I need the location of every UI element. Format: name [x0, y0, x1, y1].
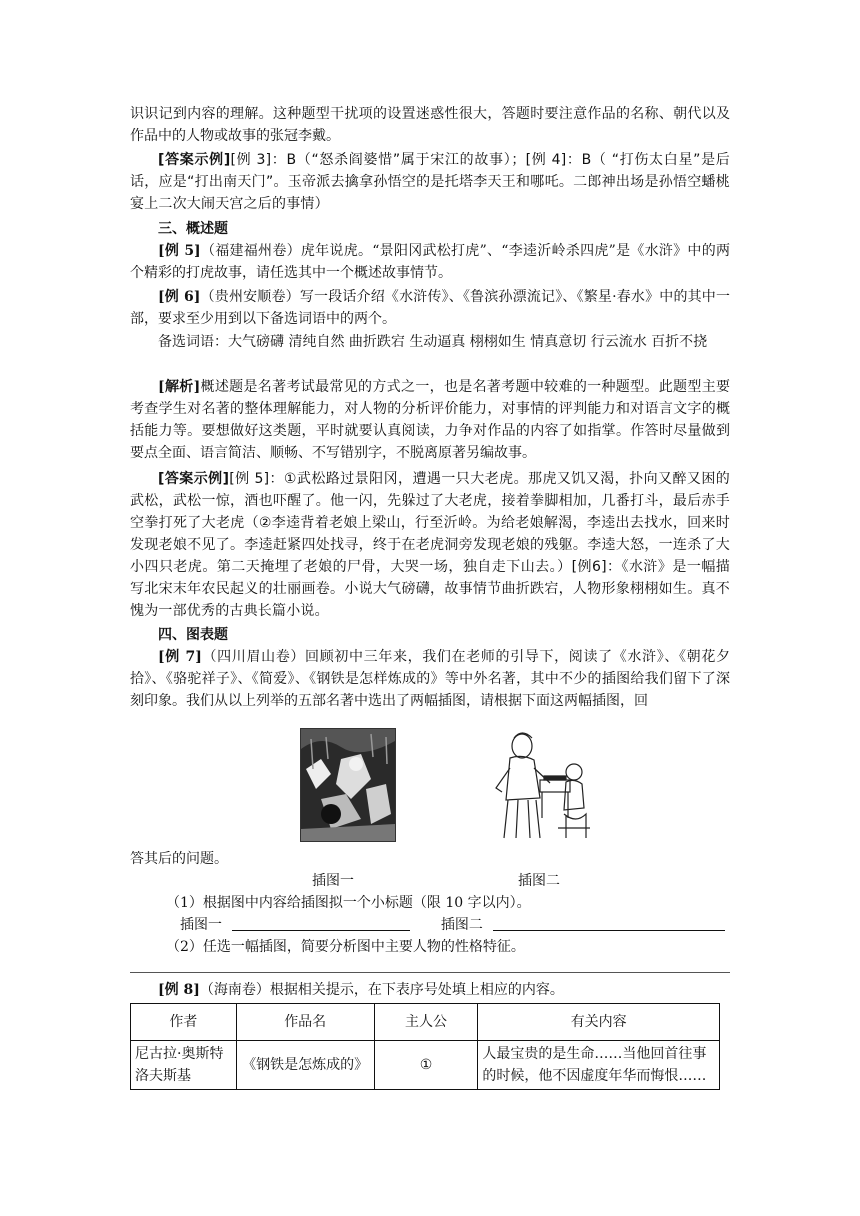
analysis-text: 概述题是名著考试最常见的方式之一，也是名著考题中较难的一种题型。此题型主要考查学生对名著的整体理解能力，对人物的分析评价能力，对事情的评判能力和对语言文字的概括能力等。要想做好这类题，平时就要认真阅读，力争对作品的内容了如指掌。作答时尽量做到要点全面、语言简洁、顺畅、不写错别字，不脱离原著另编故事。 — [130, 379, 731, 461]
answer-tag: [答案示例] — [158, 152, 231, 168]
answer-example-2 — [130, 468, 730, 622]
answer-label-two: 插图二 — [440, 917, 483, 933]
table-header-cell: 作者 — [131, 1004, 237, 1041]
example-8 — [158, 979, 730, 1001]
answer-text: [例 5]：①武松路过景阳冈，遭遇一只大老虎。那虎又饥又渴，扑向又醉又困的武松，武松一惊，酒也吓醒了。他一闪，先躲过了大老虎，接着拳脚相加，几番打斗，最后赤手空拳打死了大老虎（②李逵背着老娘上梁山，行至沂岭。为给老娘解渴，李逵出去找水，回来时发现老娘不见了。李逵赶紧四处找寻，终于在老虎洞旁发现老娘的残躯。李逵大怒，一连杀了大小四只老虎。第二天掩埋了老娘的尸骨，大哭一场，独自走下山去。）[例6]：《水浒》是一幅描写北宋末年农民起义的壮丽画卷。小说大气磅礴，故事情节曲折跌宕，人物形象栩栩如生。真不愧为一部优秀的古典长篇小说。 — [130, 471, 730, 619]
example-5 — [130, 240, 730, 284]
example-text: （四川眉山卷）回顾初中三年来，我们在老师的引导下，阅读了《水浒》、《朝花夕拾》、《骆驼祥子》、《简爱》、《钢铁是怎样炼成的》等中外名著，其中不少的插图给我们留下了深刻印象。我们从以上列举的五部名著中选出了两幅插图，请根据下面这两幅插图，回 — [130, 649, 730, 709]
question-2: （2）任选一幅插图，简要分析图中主要人物的性格特征。 — [166, 939, 525, 955]
answer-example-1 — [130, 149, 730, 215]
question-1: （1）根据图中内容给插图拟一个小标题（限 10 字以内）。 — [166, 895, 531, 911]
answer-tag: [答案示例] — [158, 471, 230, 487]
table-header-row — [131, 1004, 720, 1041]
example-text: （海南卷）根据相关提示，在下表序号处填上相应的内容。 — [199, 982, 564, 998]
line-drawing-figures-icon — [488, 728, 594, 844]
section-heading-4: 四、图表题 — [158, 627, 228, 643]
example-tag: [例 5] — [158, 243, 201, 259]
analysis-paragraph — [130, 376, 730, 464]
illustration-two-caption: 插图二 — [518, 873, 560, 889]
table-row — [131, 1041, 720, 1090]
illustration-one — [300, 728, 396, 842]
table-header-cell: 有关内容 — [478, 1004, 720, 1041]
answer-label-one: 插图一 — [180, 917, 222, 933]
candidate-words: 备选词语：大气磅礴 清纯自然 曲折跌宕 生动逼真 栩栩如生 情真意切 行云流水 百折不挠 — [158, 334, 708, 350]
table-cell-author: 尼古拉·奥斯特洛夫斯基 — [131, 1041, 237, 1090]
table-cell-content: 人最宝贵的是生命……当他回首往事的时候，他不因虚度年华而悔恨…… — [478, 1041, 720, 1090]
analysis-tag: [解析] — [158, 379, 201, 395]
illustration-two — [488, 728, 594, 844]
fill-in-table — [130, 1003, 720, 1090]
illustration-one-caption: 插图一 — [312, 873, 354, 889]
table-cell-hero: ① — [374, 1041, 478, 1090]
answer-blank-two[interactable] — [493, 916, 725, 931]
answer-text: [例 3]：B（“怒杀阎婆惜”属于宋江的故事）；[例 4]：B（ “打伤太白星”是后话，应是“打出南天门”。玉帝派去擒拿孙悟空的是托塔李天王和哪吒。二郎神出场是孙悟空蟠桃宴上二次大闹天宫之后的事情） — [130, 152, 730, 212]
table-header-cell: 作品名 — [236, 1004, 374, 1041]
example-7 — [130, 646, 730, 712]
example-7-end: 答其后的问题。 — [130, 851, 228, 867]
table-cell-work: 《钢铁是怎炼成的》 — [236, 1041, 374, 1090]
example-tag: [例 6] — [158, 289, 201, 305]
section-heading-3: 三、概述题 — [158, 221, 228, 237]
divider-line — [130, 972, 730, 973]
example-text: （贵州安顺卷）写一段话介绍《水浒传》、《鲁滨孙漂流记》、《繁星·春水》中的其中一部，要求至少用到以下备选词语中的两个。 — [130, 289, 730, 327]
table-header-cell: 主人公 — [374, 1004, 478, 1041]
example-text: （福建福州卷）虎年说虎。“景阳冈武松打虎”、“李逵沂岭杀四虎”是《水浒》中的两个精彩的打虎故事，请任选其中一个概述故事情节。 — [130, 243, 730, 281]
answer-blank-one[interactable] — [232, 916, 410, 931]
intro-paragraph: 识识记到内容的理解。这种题型干扰项的设置迷惑性很大，答题时要注意作品的名称、朝代以及作品中的人物或故事的张冠李戴。 — [130, 106, 730, 144]
example-tag: [例 8] — [158, 982, 200, 998]
example-tag: [例 7] — [158, 649, 202, 665]
question-1-answer-lines — [180, 914, 730, 936]
example-6 — [130, 286, 730, 330]
woodcut-scene-icon — [301, 729, 395, 841]
